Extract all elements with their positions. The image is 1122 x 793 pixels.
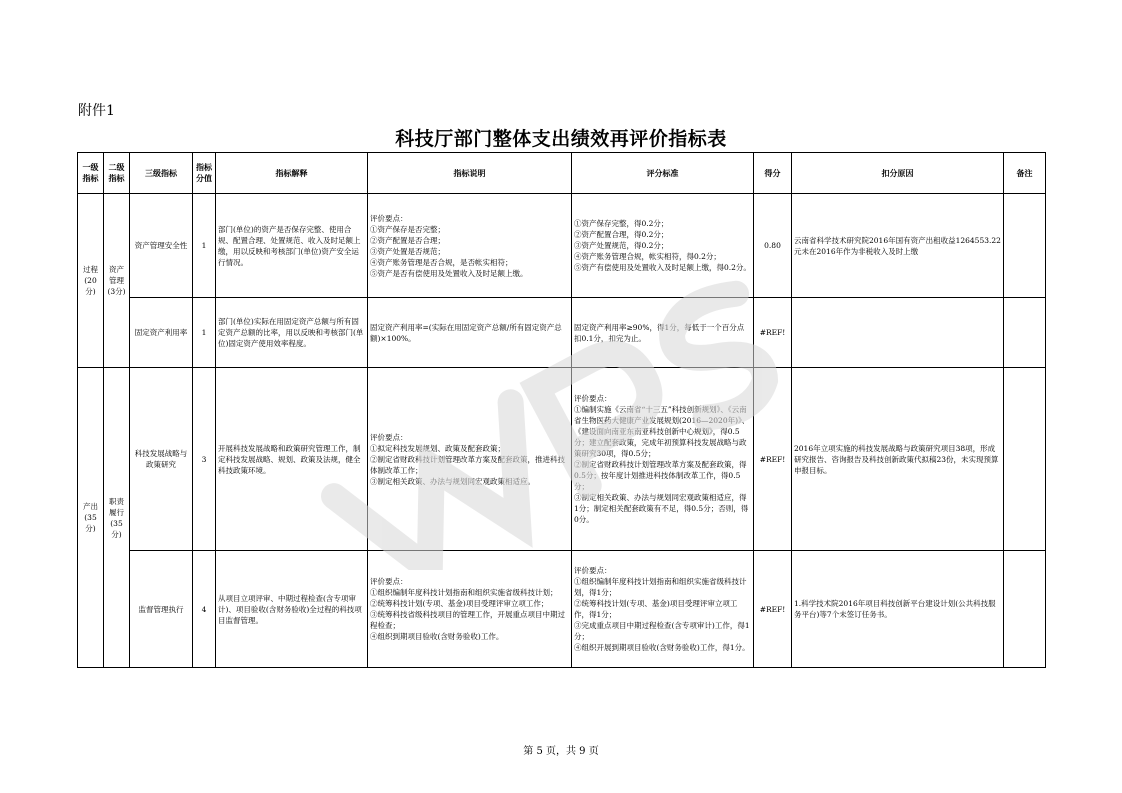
header-standard: 评分标准 <box>572 153 754 194</box>
score-cell: #REF! <box>754 551 792 668</box>
remark-cell <box>1004 194 1046 298</box>
standard-cell: 评价要点： ①编制实施《云南省“十三五”科技创新规划》、《云南省生物医药大健康产业发展规划(2016—2020年)》、《建设面向南亚东南亚科技创新中心规划》，得0.5分；建立配套政策，完成年初预算科技发展战略与政策研究30项，得0.5分； ②制定省财政科技计划管理改革方案及配套政策，得0.5分；按年度计划推进科技体制改革工作，得0.5分； ③制定相关政策、办法与规划同宏观政策相适应，得1分；制定相关配套政策有不足，得0.5分；否则，得0分。 <box>572 368 754 551</box>
remark-cell <box>1004 298 1046 368</box>
header-level3: 三级指标 <box>130 153 193 194</box>
desc-cell: 固定资产利用率=(实际在用固定资产总额/所有固定资产总额)×100%。 <box>368 298 572 368</box>
explain-cell: 从项目立项评审、中期过程检查(含专项审计)、项目验收(含财务验收)全过程的科技项目监督管理。 <box>216 551 368 668</box>
level1-output: 产出(35分) <box>78 368 104 668</box>
weight-cell: 4 <box>193 551 216 668</box>
level3-cell: 监督管理执行 <box>130 551 193 668</box>
explain-cell: 开展科技发展战略和政策研究管理工作，制定科技发展战略、规划、政策及法规，健全科技政策环境。 <box>216 368 368 551</box>
level2-asset-management: 资产管理(3分) <box>104 194 130 368</box>
level1-process: 过程(20分) <box>78 194 104 368</box>
table-row <box>78 368 1046 551</box>
table-row <box>78 194 1046 298</box>
table-row <box>78 298 1046 368</box>
explain-cell: 部门(单位)的资产是否保存完整、使用合规、配置合理、处置规范、收入及时足额上缴，用以反映和考核部门(单位)资产安全运行情况。 <box>216 194 368 298</box>
header-explain: 指标解释 <box>216 153 368 194</box>
page-footer: 第 5 页，共 9 页 <box>523 746 599 757</box>
score-cell: #REF! <box>754 298 792 368</box>
desc-cell: 评价要点： ①资产保存是否完整； ②资产配置是否合理； ③资产处置是否规范； ④资产账务管理是否合规，是否帐实相符； ⑤资产是否有偿使用及处置收入及时足额上缴。 <box>368 194 572 298</box>
header-level2: 二级指标 <box>104 153 130 194</box>
table-row <box>78 551 1046 668</box>
score-cell: #REF! <box>754 368 792 551</box>
header-row <box>78 153 1046 194</box>
desc-cell: 评价要点： ①组织编制年度科技计划指南和组织实施省级科技计划； ②统筹科技计划(专项、基金)项目受理评审立项工作； ③统筹科技省级科技项目的管理工作，开展重点项目中期过程检查； ④组织到期项目验收(含财务验收)工作。 <box>368 551 572 668</box>
explain-cell: 部门(单位)实际在用固定资产总额与所有固定资产总额的比率，用以反映和考核部门(单位)固定资产使用效率程度。 <box>216 298 368 368</box>
level3-cell: 固定资产利用率 <box>130 298 193 368</box>
weight-cell: 1 <box>193 298 216 368</box>
standard-cell: 评价要点： ①组织编制年度科技计划指南和组织实施省级科技计划，得1分； ②统筹科技计划(专项、基金)项目受理评审立项工作，得1分； ③完成重点项目中期过程检查(含专项审计)工作，得1分； ④组织开展到期项目验收(含财务验收)工作，得1分。 <box>572 551 754 668</box>
header-weight: 指标分值 <box>193 153 216 194</box>
remark-cell <box>1004 551 1046 668</box>
level3-cell: 科技发展战略与政策研究 <box>130 368 193 551</box>
level3-cell: 资产管理安全性 <box>130 194 193 298</box>
attachment-label: 附件1 <box>78 103 115 119</box>
remark-cell <box>1004 368 1046 551</box>
page-title: 科技厅部门整体支出绩效再评价指标表 <box>395 128 727 150</box>
reason-cell: 1.科学技术院2016年项目科技创新平台建设计划(公共科技服务平台)等7个未签订任务书。 <box>792 551 1004 668</box>
weight-cell: 1 <box>193 194 216 298</box>
header-remark: 备注 <box>1004 153 1046 194</box>
indicator-table <box>77 152 1046 668</box>
standard-cell: 固定资产利用率≥90%，得1分，每低于一个百分点扣0.1分，扣完为止。 <box>572 298 754 368</box>
header-level1: 一级指标 <box>78 153 104 194</box>
weight-cell: 3 <box>193 368 216 551</box>
header-reason: 扣分原因 <box>792 153 1004 194</box>
desc-cell: 评价要点： ①拟定科技发展规划、政策及配套政策； ②制定省财政科技计划管理改革方案及配套政策，推进科技体制改革工作； ③制定相关政策、办法与规划同宏观政策相适应。 <box>368 368 572 551</box>
score-cell: 0.80 <box>754 194 792 298</box>
reason-cell <box>792 298 1004 368</box>
header-desc: 指标说明 <box>368 153 572 194</box>
header-score: 得分 <box>754 153 792 194</box>
level2-duty-performance: 职责履行(35分) <box>104 368 130 668</box>
standard-cell: ①资产保存完整，得0.2分； ②资产配置合理，得0.2分； ③资产处置规范，得0.2分； ④资产账务管理合规，帐实相符，得0.2分； ⑤资产有偿使用及处置收入及时足额上缴，得0.2分。 <box>572 194 754 298</box>
reason-cell: 2016年立项实施的科技发展战略与政策研究项目38项，形成研究报告、咨询报告及科技创新政策代拟稿23份，未实现预算申报目标。 <box>792 368 1004 551</box>
reason-cell: 云南省科学技术研究院2016年国有资产出租收益1264553.22元未在2016年作为非税收入及时上缴 <box>792 194 1004 298</box>
